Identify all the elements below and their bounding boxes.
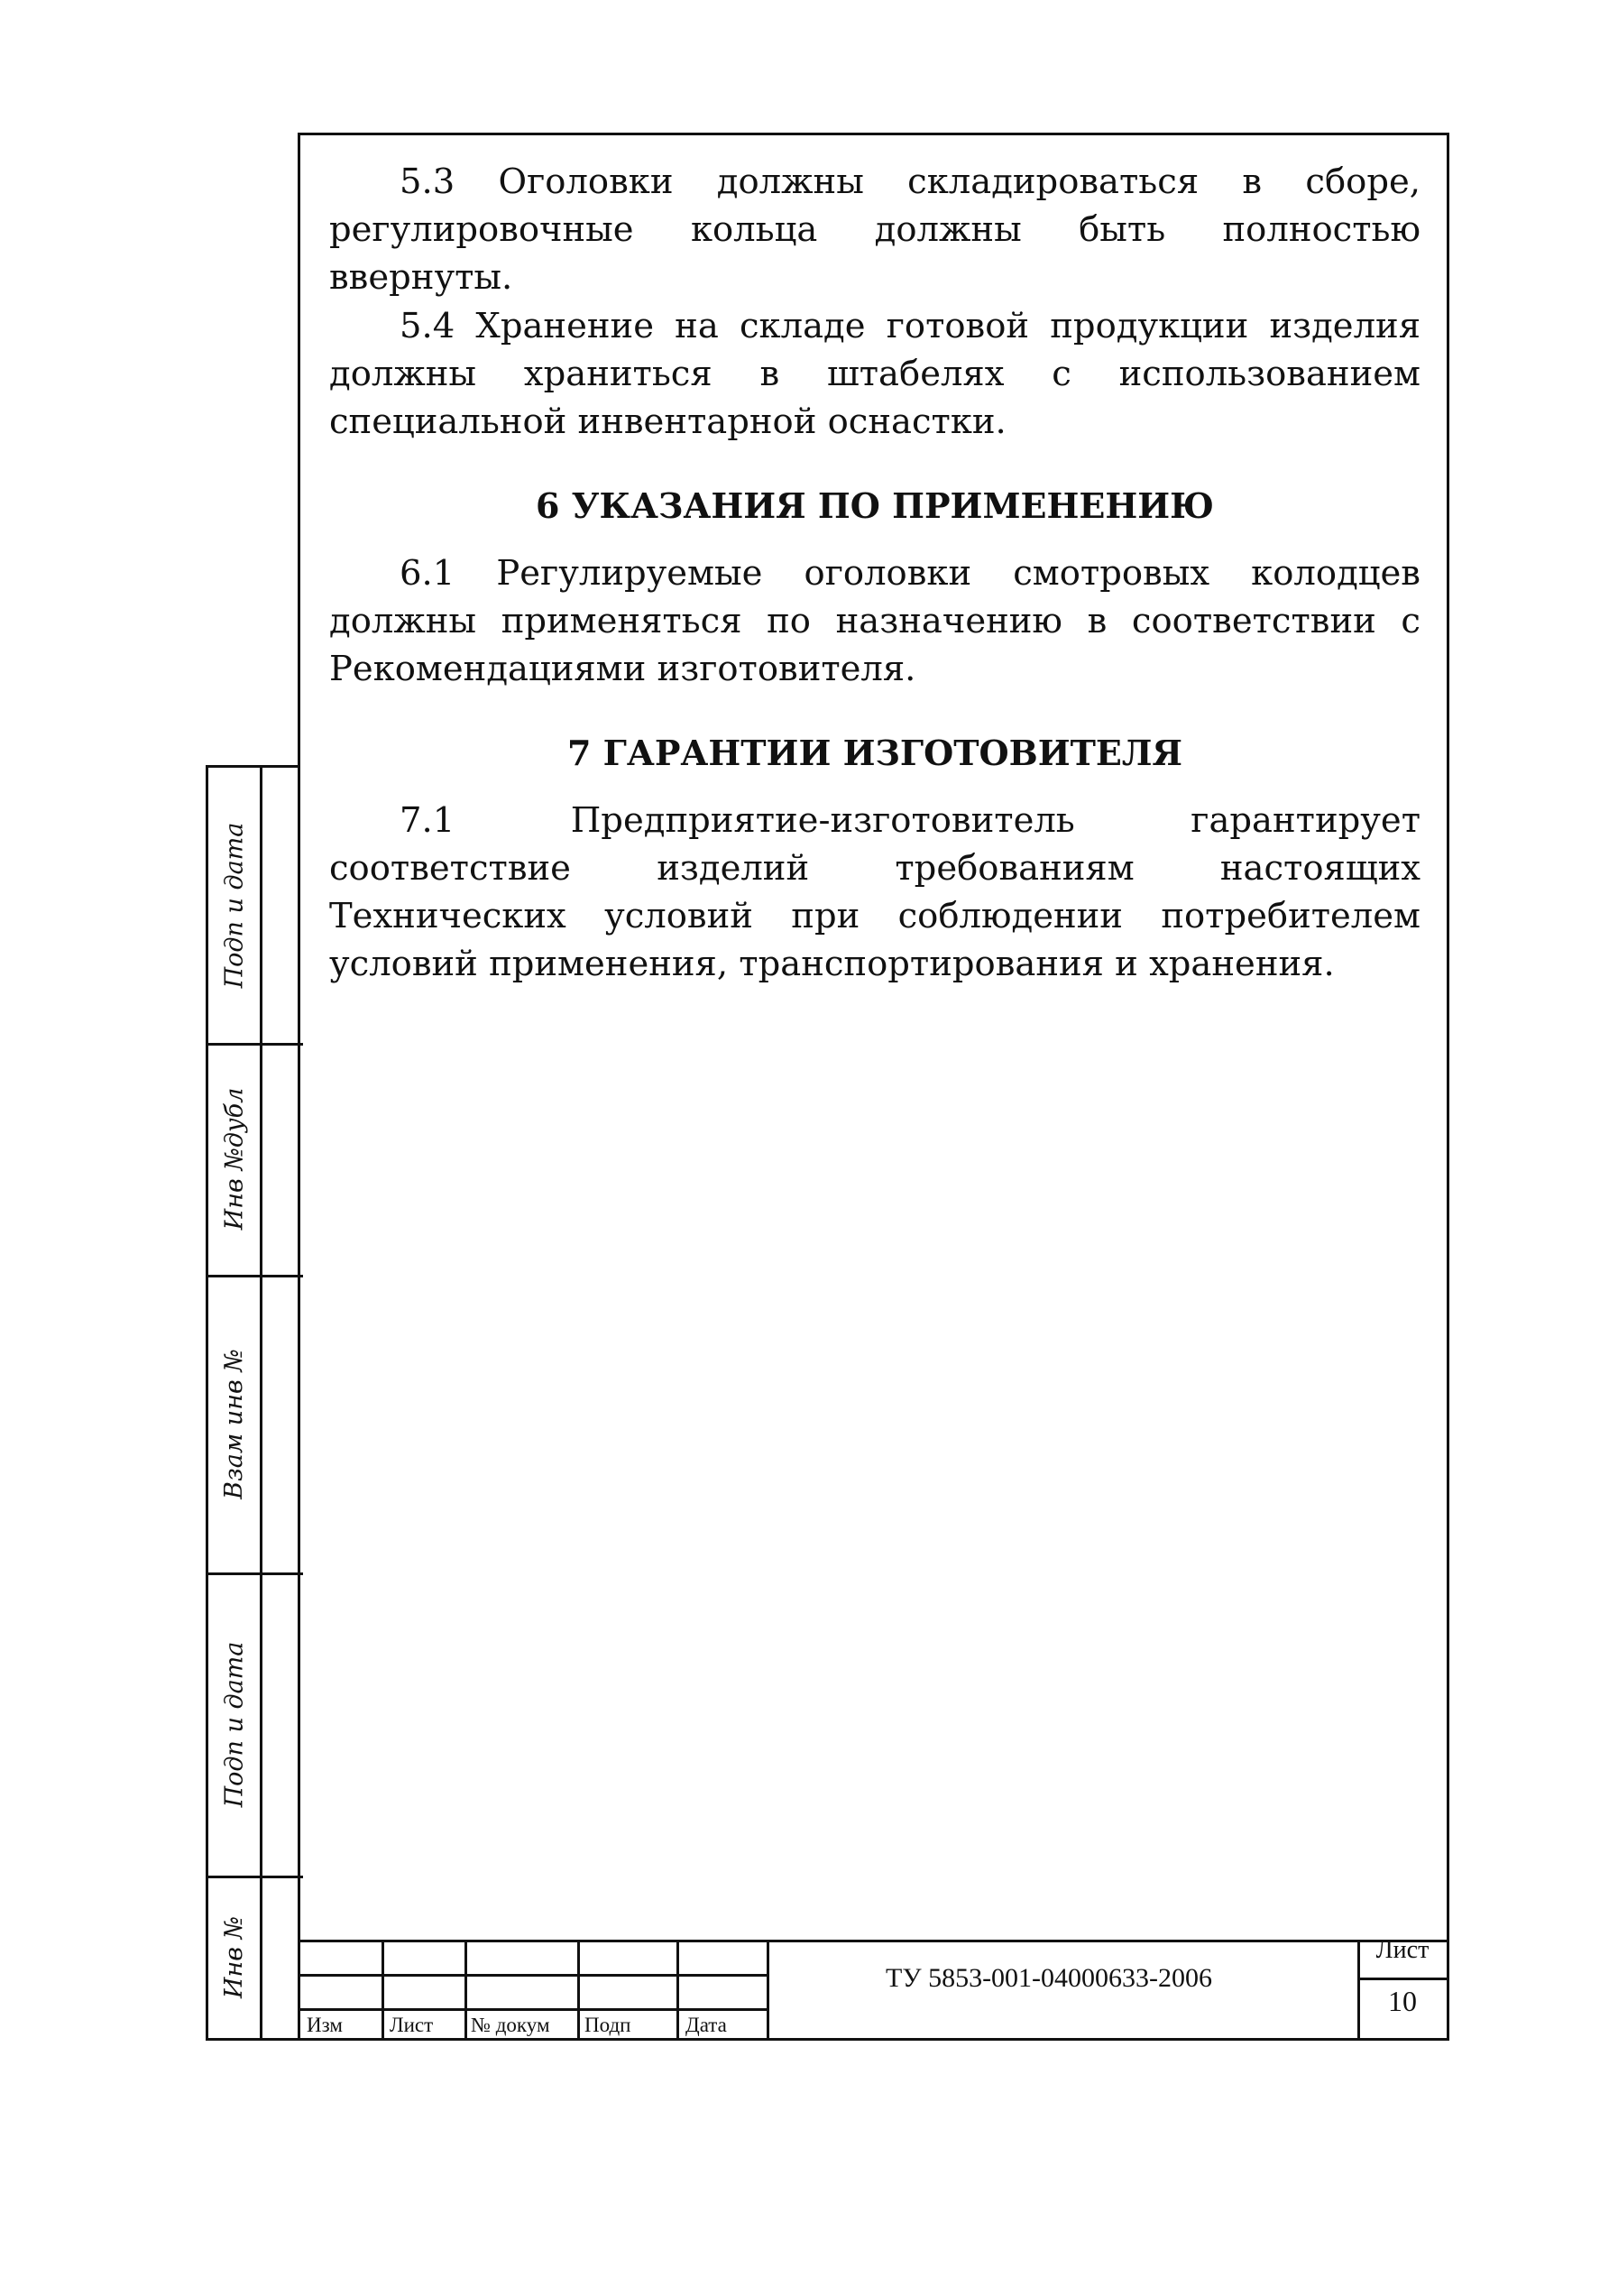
side-stamp	[206, 765, 300, 2041]
side-stamp-label: Инв №	[220, 1915, 248, 1998]
paragraph-5-4: 5.4 Хранение на складе готовой продукции изделия должны храниться в штабелях с использованием специальной инвентарной оснастки.	[329, 306, 1421, 442]
column-signature: Подп	[584, 2014, 631, 2036]
sheet-label: Лист	[1375, 1936, 1430, 1964]
document-code: ТУ 5853-001-04000633-2006	[886, 1963, 1213, 1993]
side-stamp-label: Инв №дубл	[220, 1087, 248, 1231]
side-stamp-divider	[260, 768, 262, 2038]
side-stamp-label: Взам инв №	[220, 1348, 248, 1499]
title-block	[298, 1936, 1449, 2041]
document-body	[329, 158, 1421, 988]
paragraph-7-1: 7.1 Предприятие-изготовитель гарантирует соответствие изделий требованиям настоящих Технических условий при соблюдении потребителем условий применения, транспортирования и хранения.	[329, 800, 1421, 984]
section-heading-7: 7 ГАРАНТИИ ИЗГОТОВИТЕЛЯ	[567, 733, 1182, 773]
column-date: Дата	[685, 2014, 727, 2036]
side-stamp-label: Подп и дата	[220, 1641, 248, 1807]
column-list: Лист	[390, 2014, 434, 2036]
paragraph-6-1: 6.1 Регулируемые оголовки смотровых колодцев должны применяться по назначению в соответствии с Рекомендациями изготовителя.	[329, 553, 1421, 689]
column-izm: Изм	[307, 2014, 343, 2036]
column-doc-number: № докум	[471, 2014, 550, 2036]
paragraph-5-3: 5.3 Оголовки должны складироваться в сборе, регулировочные кольца должны быть полностью ввернуты.	[329, 161, 1421, 298]
sheet-number: 10	[1388, 1985, 1417, 2017]
section-heading-6: 6 УКАЗАНИЯ ПО ПРИМЕНЕНИЮ	[535, 485, 1215, 526]
side-stamp-label: Подп и дата	[220, 822, 248, 989]
